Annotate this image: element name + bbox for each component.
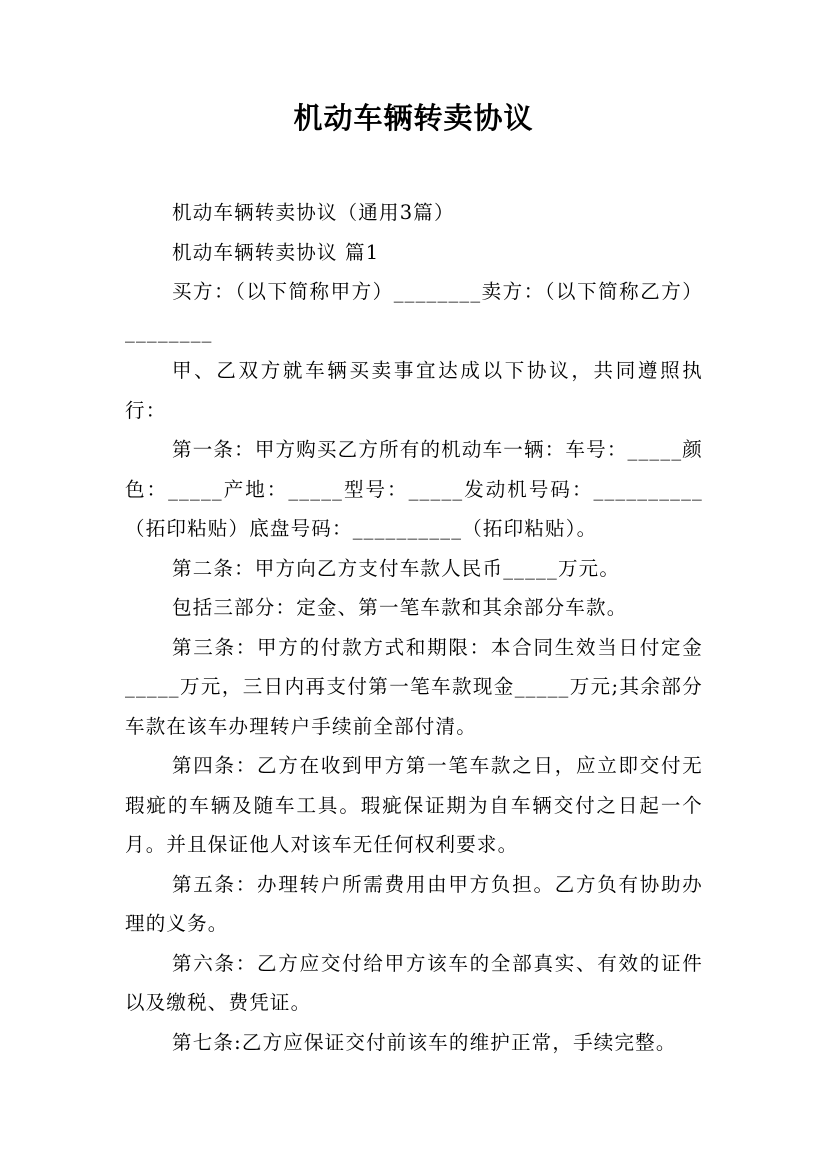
article-2-paragraph: 第二条：甲方向乙方支付车款人民币_____万元。	[172, 556, 621, 580]
article-7-paragraph: 第七条:乙方应保证交付前该车的维护正常，手续完整。	[172, 1030, 677, 1054]
document-title: 机动车辆转卖协议	[293, 101, 534, 135]
parties-paragraph: 买方：（以下简称甲方）________卖方：（以下简称乙方）________	[125, 280, 703, 343]
agreement-intro-paragraph: 甲、乙双方就车辆买卖事宜达成以下协议，共同遵照执行：	[125, 359, 703, 422]
payment-parts-paragraph: 包括三部分：定金、第一笔车款和其余部分车款。	[172, 596, 628, 619]
article-1-paragraph: 第一条：甲方购买乙方所有的机动车一辆：车号：_____颜色：_____产地：_____型号：_____发动机号码：__________（拓印粘贴）底盘号码：__________（拓印粘贴）。	[125, 438, 703, 540]
article-6-paragraph: 第六条：乙方应交付给甲方该车的全部真实、有效的证件以及缴税、费凭证。	[125, 951, 703, 1014]
article-3-paragraph: 第三条：甲方的付款方式和期限：本合同生效当日付定金_____万元，三日内再支付第一笔车款现金_____万元;其余部分车款在该车办理转户手续前全部付清。	[125, 635, 703, 738]
doc-subtitle: 机动车辆转卖协议（通用3篇）	[172, 201, 455, 224]
article-4-paragraph: 第四条：乙方在收到甲方第一笔车款之日，应立即交付无瑕疵的车辆及随车工具。瑕疵保证期为自车辆交付之日起一个月。并且保证他人对该车无任何权利要求。	[125, 754, 703, 856]
doc-section-heading: 机动车辆转卖协议 篇1	[172, 240, 380, 264]
article-5-paragraph: 第五条：办理转户所需费用由甲方负担。乙方负有协助办理的义务。	[125, 872, 703, 935]
document-body	[125, 193, 703, 1062]
